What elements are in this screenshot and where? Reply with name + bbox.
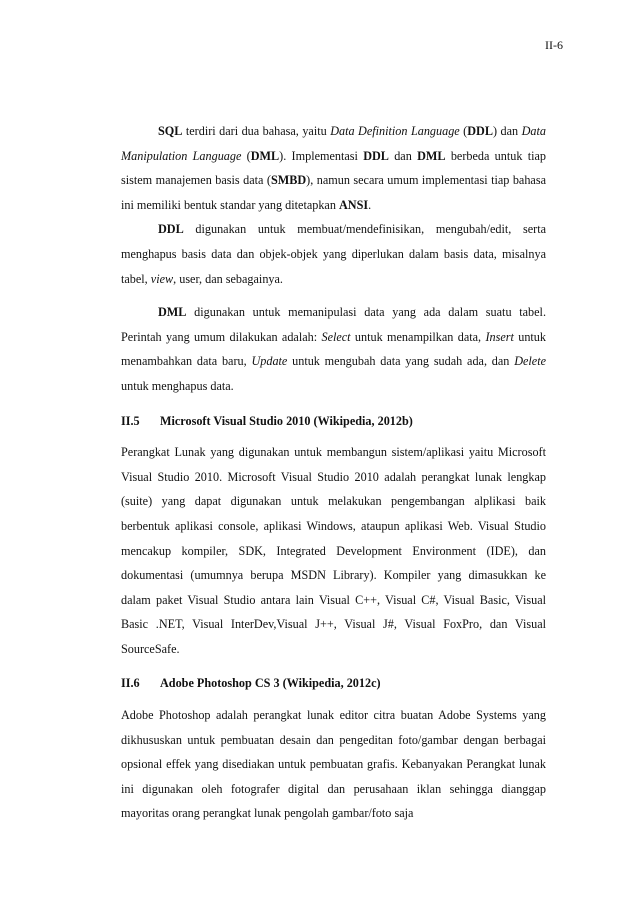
- text-run: , user, dan sebagainya.: [173, 271, 283, 286]
- italic-term: Delete: [514, 354, 546, 369]
- bold-term: DML: [158, 305, 187, 320]
- italic-term: Data Manipulation Language: [121, 124, 546, 163]
- text-run: (: [459, 124, 468, 138]
- text-run: untuk menambahkan data baru,: [121, 329, 546, 369]
- text-run: untuk menampilkan data,: [350, 329, 486, 344]
- section-number: II.5: [121, 413, 140, 428]
- italic-term: view: [150, 271, 174, 286]
- bold-term: SQL: [158, 124, 183, 138]
- text-run: ), namun secara umum implementasi tiap bahasa ini memiliki bentuk standar yang ditetapkan: [121, 173, 546, 212]
- bold-term: DDL: [467, 124, 493, 138]
- bold-term: DML: [417, 148, 446, 163]
- paragraph-dml: [121, 300, 546, 398]
- section-title: Microsoft Visual Studio 2010 (Wikipedia, 2012b): [160, 413, 413, 428]
- text-run: untuk menghapus data.: [121, 378, 234, 393]
- text-run: dan: [388, 148, 418, 163]
- bold-term: DML: [250, 148, 280, 163]
- text-run: .: [368, 197, 372, 212]
- italic-term: Insert: [485, 329, 514, 344]
- text-run: (: [241, 148, 251, 163]
- italic-term: Select: [321, 329, 351, 344]
- section-heading-ii6: [121, 671, 546, 696]
- bold-term: SMBD: [270, 173, 307, 188]
- paragraph-visual-studio: Perangkat Lunak yang digunakan untuk membangun sistem/aplikasi yaitu Microsoft Visual Studio 2010. Microsoft Visual Studio 2010 adalah perangkat lunak lengkap (suite) yang dapat digunakan untuk melakukan pengembangan alplikasi baik berbentuk aplikasi console, aplikasi Windows, ataupun aplikasi Web. Visual Studio mencakup kompiler, SDK, Integrated Development Environment (IDE), dan dokumentasi (umumnya berupa MSDN Library). Kompiler yang dimasukkan ke dalam paket Visual Studio antara lain Visual C++, Visual C#, Visual Basic, Visual Basic .NET, Visual InterDev,Visual J++, Visual J#, Visual FoxPro, dan Visual SourceSafe.: [121, 445, 546, 656]
- text-run: ) dan: [492, 124, 522, 138]
- text-run: digunakan untuk membuat/mendefinisikan, mengubah/edit, serta menghapus basis data dan objek-objek yang diperlukan dalam basis data, misalnya tabel,: [121, 222, 546, 286]
- italic-term: Data Definition Language: [330, 124, 460, 138]
- text-run: ). Implementasi: [279, 148, 364, 163]
- page-body: [121, 119, 546, 826]
- page-number: II-6: [545, 38, 563, 52]
- section-title: Adobe Photoshop CS 3 (Wikipedia, 2012c): [160, 676, 381, 691]
- text-run: terdiri dari dua bahasa, yaitu: [182, 124, 331, 138]
- italic-term: Update: [251, 354, 288, 369]
- paragraph-sql: [121, 119, 546, 217]
- text-run: digunakan untuk memanipulasi data yang ada dalam suatu tabel. Perintah yang umum dilakukan adalah:: [121, 305, 546, 344]
- paragraph-photoshop: Adobe Photoshop adalah perangkat lunak editor citra buatan Adobe Systems yang dikhususkan untuk pembuatan desain dan pengeditan foto/gambar dengan berbagai opsional effek yang disediakan untuk pembuatan grafis. Kebanyakan Perangkat lunak ini digunakan oleh fotografer digital dan perusahaan iklan sehingga dianggap mayoritas orang perangkat lunak pengolah gambar/foto saja: [121, 708, 546, 821]
- text-run: berbeda untuk tiap sistem manajemen basis data (: [121, 148, 546, 188]
- paragraph-ddl: [121, 217, 546, 291]
- section-number: II.6: [121, 676, 140, 691]
- bold-term: DDL: [158, 222, 184, 237]
- bold-term: DDL: [363, 148, 389, 163]
- bold-term: ANSI: [338, 197, 369, 212]
- section-heading-ii5: [121, 409, 546, 434]
- text-run: untuk mengubah data yang sudah ada, dan: [287, 354, 515, 369]
